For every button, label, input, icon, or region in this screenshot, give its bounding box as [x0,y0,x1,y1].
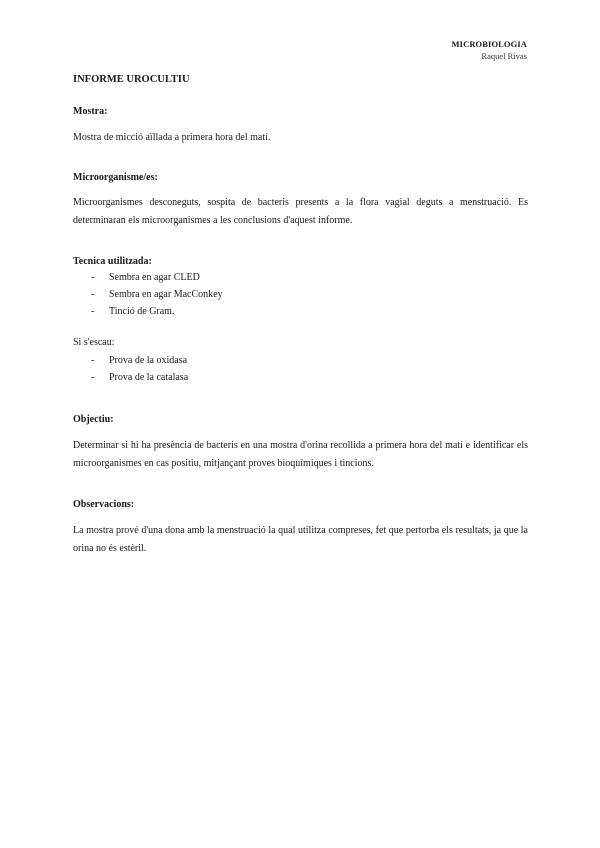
list-dash: - [91,355,95,366]
sub-heading-si-escau: Si s'escau: [73,337,115,348]
optional-test-list [73,352,528,386]
technique-list [73,269,528,320]
list-item-text: Sembra en agar MacConkey [109,289,223,300]
section-heading-microorganismes: Microorganisme/es: [73,172,158,183]
list-item-text: Prova de la catalasa [109,372,189,383]
section-tecnica [73,255,528,386]
section-heading-observacions: Observacions: [73,499,135,510]
header-subject: MICROBIOLOGIA [451,39,527,49]
section-text-objectiu: Determinar si hi ha presència de bacteris en una mostra d'orina recollida a primera hora del matí e identificar els microorganismes en cas positiu, mitjançant proves bioquímiques i tincions. [73,440,528,469]
section-text-microorganismes: Microorganismes desconeguts, sospita de bacteris presents a la flora vagial deguts a menstruació. Es determinaran els microorganismes a les conclusions d'aquest informe. [73,197,528,226]
document-title: INFORME UROCULTIU [73,74,190,85]
section-heading-mostra: Mostra: [73,106,108,117]
section-heading-tecnica: Tecnica utilitzada: [73,256,152,267]
list-dash: - [91,272,95,283]
list-dash: - [91,372,95,383]
section-text-mostra: Mostra de micció aïllada a primera hora del matí. [73,132,271,143]
document-body [73,72,528,558]
list-item [73,369,528,386]
section-microorganismes [73,171,528,230]
section-text-observacions: La mostra prové d'una dona amb la menstruació la qual utilitza compreses, fet que pertorba els resultats, ja que la orina no és estèril. [73,525,528,554]
header-author: Raquel Rivas [481,51,527,61]
list-item-text: Tinció de Gram. [109,306,175,317]
list-dash: - [91,306,95,317]
list-item [73,286,528,303]
page-header [452,38,527,63]
section-objectiu [73,413,528,473]
list-item-text: Sembra en agar CLED [109,272,200,283]
list-dash: - [91,289,95,300]
section-heading-objectiu: Objectiu: [73,414,114,425]
list-item [73,303,528,320]
section-observacions [73,498,528,558]
list-item-text: Prova de la oxidasa [109,355,188,366]
list-item [73,269,528,286]
list-item [73,352,528,369]
section-mostra [73,105,528,147]
